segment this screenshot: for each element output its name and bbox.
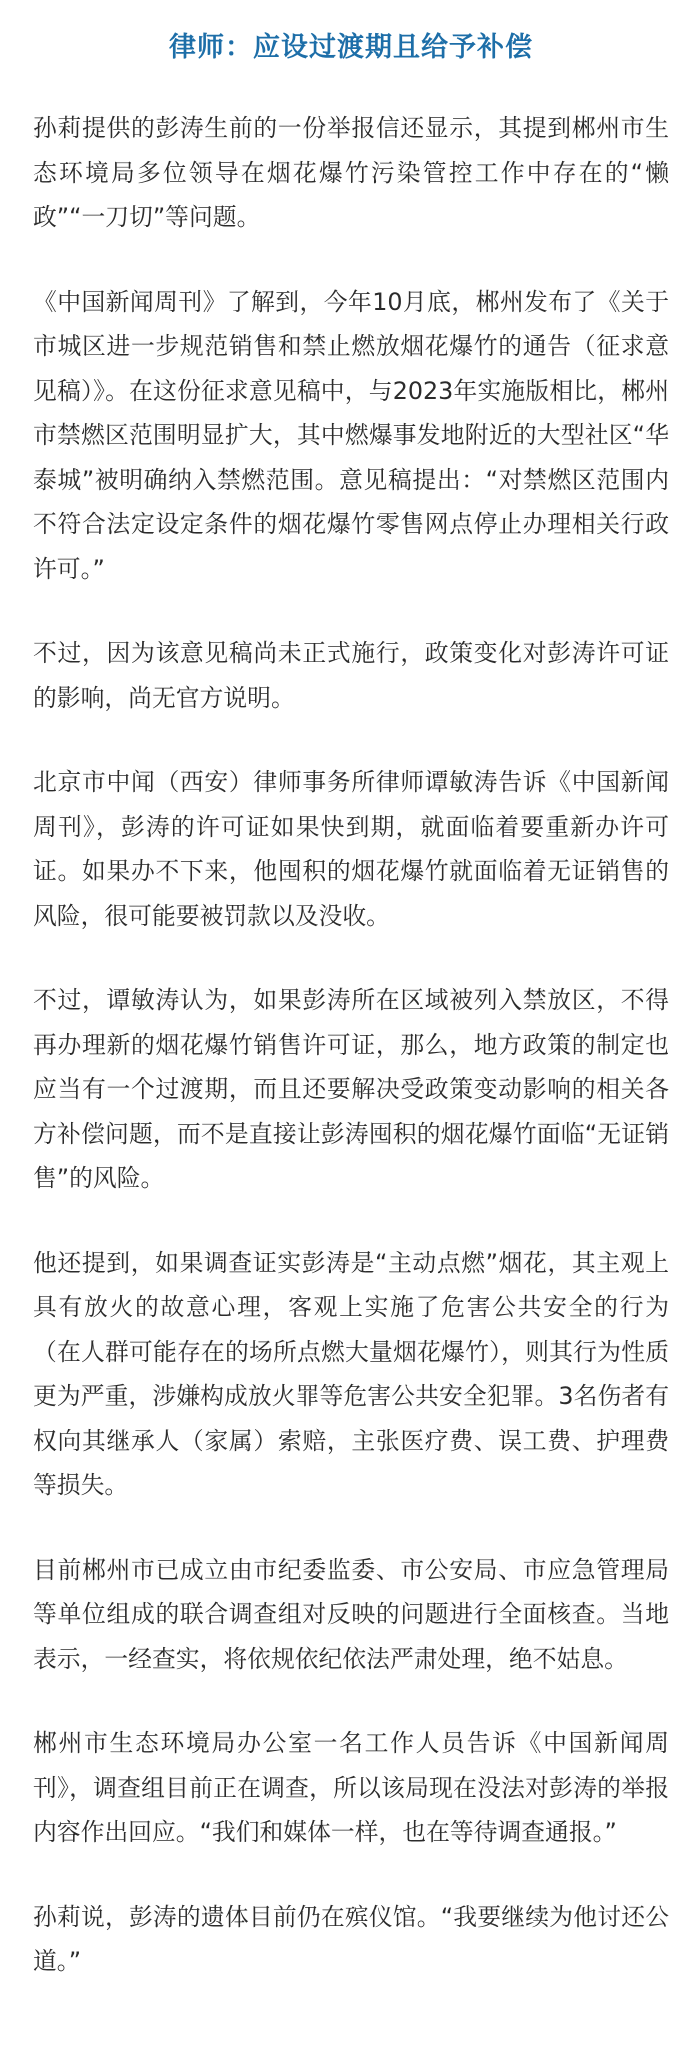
paragraph-closing-quote: 孙莉说，彭涛的遗体目前仍在殡仪馆。“我要继续为他讨还公道。” bbox=[33, 1902, 669, 1975]
paragraph-criminal-liability: 他还提到，如果调查证实彭涛是“主动点燃”烟花，其主观上具有放火的故意心理，客观上实施了危害公共安全的行为（在人群可能存在的场所点燃大量烟花爆竹），则其行为性质更为严重，涉嫌构成放火罪等危害公共安全犯罪。3名伤者有权向其继承人（家属）索赔，主张医疗费、误工费、护理费等损失。 bbox=[33, 1248, 669, 1499]
article-headline: 律师：应设过渡期且给予补偿 bbox=[169, 32, 533, 63]
paragraph-lawyer-license: 北京市中闻（西安）律师事务所律师谭敏涛告诉《中国新闻周刊》，彭涛的许可证如果快到期，就面临着要重新办许可证。如果办不下来，他囤积的烟花爆竹就面临着无证销售的风险，很可能要被罚款以及没收。 bbox=[33, 768, 669, 930]
paragraph-report-letter: 孙莉提供的彭涛生前的一份举报信还显示，其提到郴州市生态环境局多位领导在烟花爆竹污染管控工作中存在的“懒政”“一刀切”等问题。 bbox=[33, 114, 669, 231]
paragraph-bureau-response: 郴州市生态环境局办公室一名工作人员告诉《中国新闻周刊》，调查组目前正在调查，所以该局现在没法对彭涛的举报内容作出回应。“我们和媒体一样，也在等待调查通报。” bbox=[33, 1729, 669, 1846]
paragraph-joint-investigation: 目前郴州市已成立由市纪委监委、市公安局、市应急管理局等单位组成的联合调查组对反映的问题进行全面核查。当地表示，一经查实，将依规依纪依法严肃处理，绝不姑息。 bbox=[33, 1555, 669, 1673]
paragraph-no-official-statement: 不过，因为该意见稿尚未正式施行，政策变化对彭涛许可证的影响，尚无官方说明。 bbox=[33, 639, 669, 712]
paragraph-transition-period: 不过，谭敏涛认为，如果彭涛所在区域被列入禁放区，不得再办理新的烟花爆竹销售许可证，那么，地方政策的制定也应当有一个过渡期，而且还要解决受政策变动影响的相关各方补偿问题，而不是直接让彭涛囤积的烟花爆竹面临“无证销售”的风险。 bbox=[33, 986, 669, 1192]
paragraph-draft-notice: 《中国新闻周刊》了解到，今年10月底，郴州发布了《关于市城区进一步规范销售和禁止燃放烟花爆竹的通告（征求意见稿）》。在这份征求意见稿中，与2023年实施版相比，郴州市禁燃区范围明显扩大，其中燃爆事发地附近的大型社区“华泰城”被明确纳入禁燃范围。意见稿提出：“对禁燃区范围内不符合法定设定条件的烟花爆竹零售网点停止办理相关行政许可。” bbox=[33, 287, 669, 583]
